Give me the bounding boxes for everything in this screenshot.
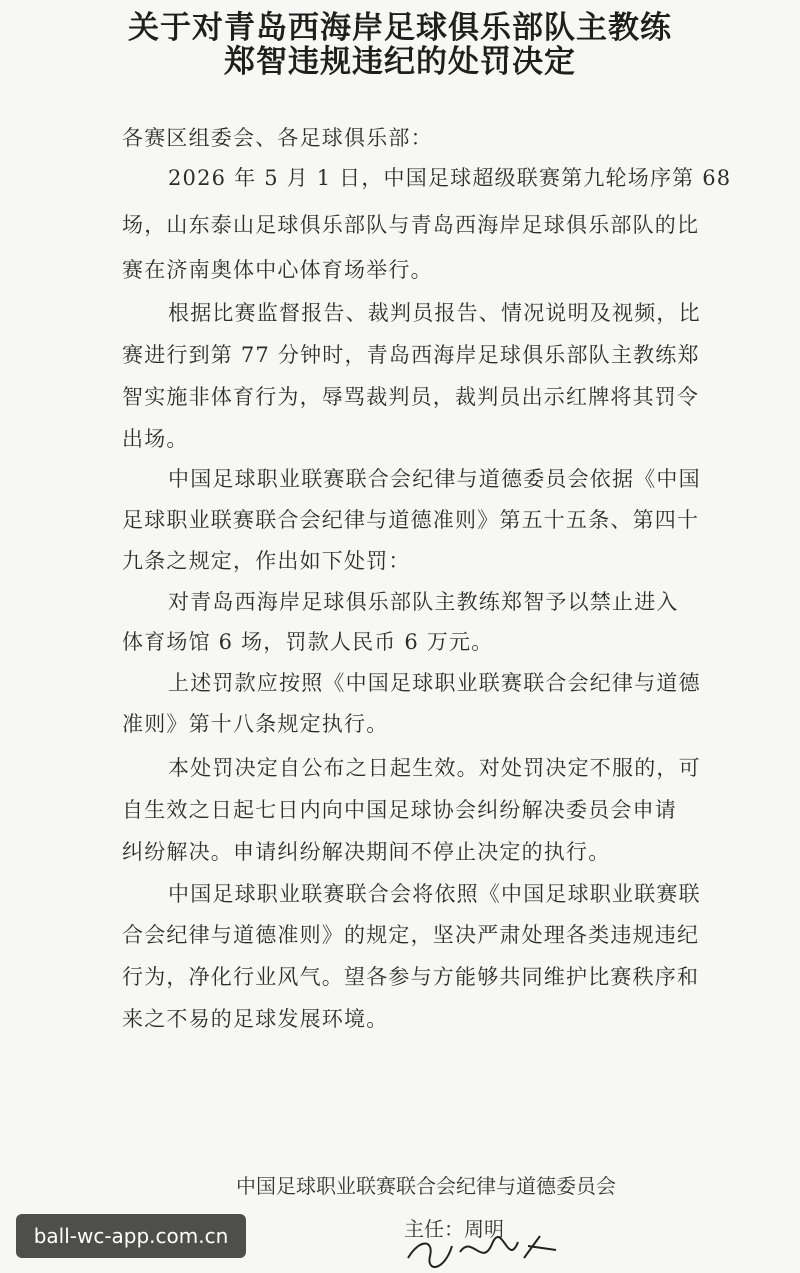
document-title-line1: 关于对青岛西海岸足球俱乐部队主教练: [128, 10, 672, 46]
document-title-line2: 郑智违规违纪的处罚决定: [224, 44, 576, 80]
paragraph-7-line-3: 行为，净化行业风气。望各参与方能够共同维护比赛秩序和: [122, 965, 700, 989]
paragraph-3-line-3: 九条之规定，作出如下处罚：: [122, 549, 411, 573]
paragraph-5-line-2: 准则》第十八条规定执行。: [122, 712, 389, 736]
paragraph-7-line-2: 合会纪律与道德准则》的规定，坚决严肃处理各类违规违纪: [122, 923, 700, 947]
paragraph-1-line-3: 赛在济南奥体中心体育场举行。: [122, 258, 433, 282]
handwritten-signature-icon: [400, 1228, 570, 1273]
salutation: 各赛区组委会、各足球俱乐部：: [122, 126, 433, 150]
paragraph-2-line-2: 赛进行到第 77 分钟时，青岛西海岸足球俱乐部队主教练郑: [122, 343, 700, 367]
paragraph-6-line-2: 自生效之日起七日内向中国足球协会纠纷解决委员会申请: [122, 798, 677, 822]
paragraph-2-line-3: 智实施非体育行为，辱骂裁判员，裁判员出示红牌将其罚令: [122, 385, 700, 409]
paragraph-5-line-1: 上述罚款应按照《中国足球职业联赛联合会纪律与道德: [168, 671, 701, 695]
paragraph-7-line-4: 来之不易的足球发展环境。: [122, 1007, 389, 1031]
paragraph-7-line-1: 中国足球职业联赛联合会将依照《中国足球职业联赛联: [168, 882, 701, 906]
signature-person: 主任：周明: [404, 1217, 504, 1241]
paragraph-6-line-1: 本处罚决定自公布之日起生效。对处罚决定不服的，可: [168, 756, 701, 780]
paragraph-1-line-1: 2026 年 5 月 1 日，中国足球超级联赛第九轮场序第 68: [168, 166, 732, 190]
paragraph-3-line-2: 足球职业联赛联合会纪律与道德准则》第五十五条、第四十: [122, 508, 700, 532]
signature-organization: 中国足球职业联赛联合会纪律与道德委员会: [236, 1174, 616, 1198]
paragraph-2-line-4: 出场。: [122, 427, 189, 451]
watermark-badge: ball-wc-app.com.cn: [16, 1214, 246, 1258]
paragraph-3-line-1: 中国足球职业联赛联合会纪律与道德委员会依据《中国: [168, 467, 701, 491]
paragraph-4-line-1: 对青岛西海岸足球俱乐部队主教练郑智予以禁止进入: [168, 590, 679, 614]
paragraph-2-line-1: 根据比赛监督报告、裁判员报告、情况说明及视频，比: [168, 301, 701, 325]
paragraph-4-line-2: 体育场馆 6 场，罚款人民币 6 万元。: [122, 630, 494, 654]
paragraph-1-line-2: 场，山东泰山足球俱乐部队与青岛西海岸足球俱乐部队的比: [122, 213, 700, 237]
paragraph-6-line-3: 纠纷解决。申请纠纷解决期间不停止决定的执行。: [122, 840, 611, 864]
